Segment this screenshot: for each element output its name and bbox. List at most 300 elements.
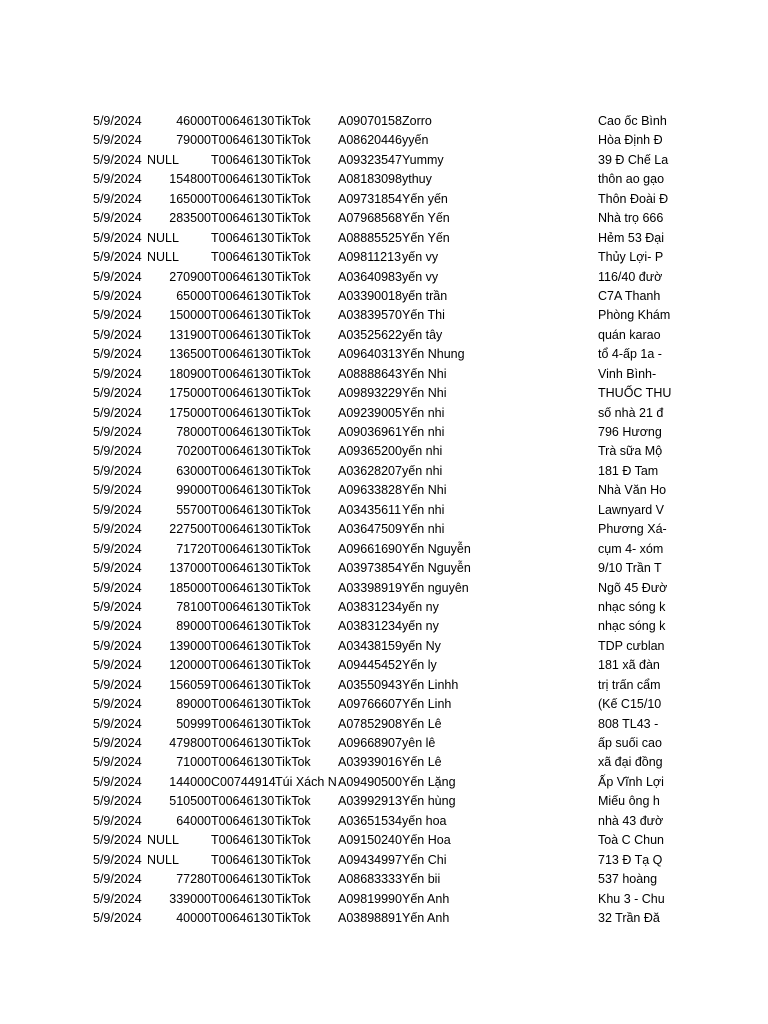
customer-name-cell: Yến yến: [402, 191, 448, 206]
customer-name-cell: yến vy: [402, 269, 439, 284]
date-cell: 5/9/2024: [93, 755, 142, 770]
date-cell: 5/9/2024: [93, 366, 142, 381]
address-cell: Cao ốc Bình: [598, 114, 667, 128]
shop-cell: TikTok: [275, 483, 311, 498]
amount-cell: 137000: [169, 561, 211, 576]
customer-name-cell: Yến nguyên: [402, 580, 469, 595]
shop-cell: TikTok: [275, 833, 311, 848]
shop-cell: TikTok: [275, 638, 311, 653]
customer-id-cell: A09150240: [338, 833, 402, 848]
shop-cell: TikTok: [275, 347, 311, 362]
shop-cell: TikTok: [275, 230, 311, 245]
customer-id-cell: A09766607: [338, 697, 402, 712]
date-cell: 5/9/2024: [93, 561, 142, 576]
customer-name-cell: yến vy: [402, 250, 439, 265]
address-cell: Trà sữa Mộ: [598, 444, 663, 459]
address-cell: 116/40 đườ: [598, 269, 663, 284]
customer-id-cell: A09239005: [338, 405, 402, 420]
customer-id-cell: A07968568: [338, 211, 402, 226]
shop-cell: TikTok: [275, 677, 311, 692]
customer-id-cell: A07852908: [338, 716, 402, 731]
amount-cell: 71720: [176, 541, 211, 556]
code-cell: T00646130: [211, 191, 275, 206]
code-cell: T00646130: [211, 852, 275, 867]
customer-name-cell: Yến Nhung: [402, 347, 465, 362]
customer-name-cell: Yến ly: [402, 658, 437, 673]
customer-name-cell: Yến Thi: [402, 308, 445, 323]
date-cell: 5/9/2024: [93, 502, 142, 517]
date-cell: 5/9/2024: [93, 541, 142, 556]
table-row: [0, 462, 768, 481]
amount-cell: 165000: [169, 191, 211, 206]
table-row: [0, 870, 768, 889]
amount-cell: 150000: [169, 308, 211, 323]
amount-cell: 78100: [176, 599, 211, 614]
customer-name-cell: Yến Lê: [402, 755, 442, 770]
code-cell: C00744914: [211, 774, 276, 789]
code-cell: T00646130: [211, 483, 275, 498]
customer-id-cell: A03992913: [338, 794, 402, 809]
address-cell: trị trấn cẩm: [598, 677, 661, 692]
customer-name-cell: Yến Anh: [402, 910, 450, 925]
amount-cell: 175000: [169, 386, 211, 401]
customer-name-cell: Yến nhi: [402, 405, 445, 420]
amount-cell: 71000: [176, 755, 211, 770]
shop-cell: TikTok: [275, 269, 311, 284]
customer-name-cell: Yến Lặng: [402, 774, 456, 789]
address-cell: 808 TL43 -: [598, 716, 659, 731]
customer-name-cell: yên lê: [402, 736, 436, 750]
shop-cell: TikTok: [275, 366, 311, 381]
customer-id-cell: A09819990: [338, 891, 402, 906]
date-cell: 5/9/2024: [93, 599, 142, 614]
customer-name-cell: ythuy: [402, 172, 432, 187]
customer-id-cell: A03390018: [338, 288, 402, 303]
amount-cell: 40000: [176, 910, 211, 925]
date-cell: 5/9/2024: [93, 677, 142, 692]
customer-id-cell: A03628207: [338, 463, 402, 478]
customer-id-cell: A09811213: [338, 250, 402, 265]
table-row: [0, 268, 768, 287]
amount-cell: 510500: [169, 794, 211, 809]
date-cell: 5/9/2024: [93, 269, 142, 284]
code-cell: T00646130: [211, 677, 275, 692]
table-row: [0, 792, 768, 811]
table-row: [0, 112, 768, 131]
code-cell: T00646130: [211, 736, 275, 750]
address-cell: Ngõ 45 Đườ: [598, 580, 668, 595]
code-cell: T00646130: [211, 152, 275, 167]
table-row: [0, 170, 768, 189]
address-cell: Hòa Định Đ: [598, 133, 663, 148]
address-cell: 713 Đ Tạ Q: [598, 852, 663, 867]
table-row: [0, 734, 768, 753]
code-cell: T00646130: [211, 230, 275, 245]
address-cell: 9/10 Trần T: [598, 561, 662, 576]
shop-cell: TikTok: [275, 658, 311, 673]
customer-id-cell: A09633828: [338, 483, 402, 498]
address-cell: 181 Đ Tam: [598, 463, 659, 478]
address-cell: nhà 43 đườ: [598, 813, 664, 828]
customer-id-cell: A09640313: [338, 347, 402, 362]
date-cell: 5/9/2024: [93, 386, 142, 401]
date-cell: 5/9/2024: [93, 483, 142, 498]
address-cell: Phương Xá-: [598, 522, 667, 537]
date-cell: 5/9/2024: [93, 522, 142, 537]
shop-cell: TikTok: [275, 250, 311, 265]
table-row: [0, 598, 768, 617]
amount-cell: 139000: [169, 638, 211, 653]
customer-name-cell: Yến nhi: [402, 502, 445, 517]
table-row: [0, 559, 768, 578]
date-cell: 5/9/2024: [93, 736, 142, 750]
table-row: [0, 306, 768, 325]
address-cell: Lawnyard V: [598, 502, 665, 517]
address-cell: Miếu ông h: [598, 794, 660, 809]
table-row: [0, 229, 768, 248]
customer-name-cell: yyến: [402, 133, 429, 148]
table-row: [0, 909, 768, 928]
customer-name-cell: yến trần: [402, 288, 448, 303]
code-cell: T00646130: [211, 502, 275, 517]
shop-cell: TikTok: [275, 794, 311, 809]
date-cell: 5/9/2024: [93, 716, 142, 731]
date-cell: 5/9/2024: [93, 250, 142, 265]
date-cell: 5/9/2024: [93, 658, 142, 673]
customer-id-cell: A09434997: [338, 852, 402, 867]
customer-id-cell: A03550943: [338, 677, 402, 692]
amount-cell: 65000: [176, 288, 211, 303]
customer-id-cell: A09365200: [338, 444, 402, 459]
date-cell: 5/9/2024: [93, 425, 142, 439]
shop-cell: TikTok: [275, 522, 311, 537]
customer-name-cell: yến hoa: [402, 813, 447, 828]
date-cell: 5/9/2024: [93, 580, 142, 595]
address-cell: số nhà 21 đ: [598, 405, 664, 420]
table-row: [0, 481, 768, 500]
table-row: [0, 326, 768, 345]
amount-cell: 136500: [169, 347, 211, 362]
table-row: [0, 365, 768, 384]
table-row: [0, 715, 768, 734]
customer-name-cell: yến Ny: [402, 638, 441, 653]
code-cell: T00646130: [211, 813, 275, 828]
table-row: [0, 637, 768, 656]
address-cell: quán karao: [598, 327, 661, 342]
amount-cell: 78000: [176, 425, 211, 439]
code-cell: T00646130: [211, 288, 275, 303]
customer-name-cell: yến tây: [402, 327, 443, 342]
address-cell: C7A Thanh: [598, 288, 661, 303]
customer-name-cell: Yến hùng: [402, 794, 456, 809]
table-row: [0, 131, 768, 150]
table-row: [0, 151, 768, 170]
shop-cell: TikTok: [275, 133, 311, 148]
customer-id-cell: A03525622: [338, 327, 402, 342]
shop-cell: TikTok: [275, 910, 311, 925]
shop-cell: TikTok: [275, 561, 311, 576]
customer-id-cell: A03973854: [338, 561, 402, 576]
customer-name-cell: Yến Nhi: [402, 483, 447, 498]
date-cell: 5/9/2024: [93, 697, 142, 712]
customer-name-cell: Yến Anh: [402, 891, 450, 906]
shop-cell: TikTok: [275, 852, 311, 867]
table-row: [0, 540, 768, 559]
shop-cell: TikTok: [275, 736, 311, 750]
customer-name-cell: Yến bii: [402, 872, 441, 887]
date-cell: 5/9/2024: [93, 191, 142, 206]
address-cell: ấp suối cao: [598, 736, 662, 750]
code-cell: T00646130: [211, 347, 275, 362]
code-cell: T00646130: [211, 133, 275, 148]
address-cell: (Kế C15/10: [598, 697, 662, 712]
code-cell: T00646130: [211, 891, 275, 906]
amount-cell: 156059: [169, 677, 211, 692]
customer-name-cell: Yến Yến: [402, 211, 450, 226]
table-row: [0, 442, 768, 461]
address-cell: Ấp Vĩnh Lợi: [598, 774, 664, 789]
address-cell: Hẻm 53 Đại: [598, 230, 664, 245]
table-row: [0, 190, 768, 209]
shop-cell: TikTok: [275, 405, 311, 420]
amount-cell: 79000: [176, 133, 211, 148]
shop-cell: TikTok: [275, 580, 311, 595]
customer-id-cell: A03831234: [338, 619, 402, 634]
address-cell: THUỐC THU: [598, 386, 672, 401]
customer-id-cell: A08183098: [338, 172, 402, 187]
table-row: [0, 579, 768, 598]
table-row: [0, 656, 768, 675]
address-cell: nhạc sóng k: [598, 619, 666, 634]
shop-cell: TikTok: [275, 114, 311, 128]
table-row: [0, 753, 768, 772]
customer-id-cell: A03898891: [338, 910, 402, 925]
address-cell: Thôn Đoài Đ: [598, 191, 669, 206]
date-cell: 5/9/2024: [93, 211, 142, 226]
address-cell: Khu 3 - Chu: [598, 891, 665, 906]
customer-id-cell: A03839570: [338, 308, 402, 323]
shop-cell: TikTok: [275, 211, 311, 226]
amount-cell: 46000: [176, 114, 211, 128]
table-row: [0, 617, 768, 636]
date-cell: 5/9/2024: [93, 910, 142, 925]
code-cell: T00646130: [211, 444, 275, 459]
table-row: [0, 345, 768, 364]
address-cell: Vinh Bình-: [598, 366, 657, 381]
amount-cell: 131900: [169, 327, 211, 342]
amount-cell: NULL: [147, 152, 179, 167]
amount-cell: 55700: [176, 502, 211, 517]
customer-name-cell: Yến Nhi: [402, 386, 447, 401]
code-cell: T00646130: [211, 211, 275, 226]
shop-cell: TikTok: [275, 872, 311, 887]
date-cell: 5/9/2024: [93, 891, 142, 906]
amount-cell: 339000: [169, 891, 211, 906]
address-cell: Phòng Khám: [598, 308, 671, 323]
shop-cell: TikTok: [275, 891, 311, 906]
customer-name-cell: yến ny: [402, 599, 439, 614]
code-cell: T00646130: [211, 386, 275, 401]
customer-name-cell: Yến Linh: [402, 697, 452, 712]
code-cell: T00646130: [211, 872, 275, 887]
address-cell: 796 Hương: [598, 425, 662, 439]
code-cell: T00646130: [211, 463, 275, 478]
shop-cell: TikTok: [275, 619, 311, 634]
amount-cell: 185000: [169, 580, 211, 595]
code-cell: T00646130: [211, 638, 275, 653]
address-cell: 32 Trần Đă: [598, 910, 660, 925]
shop-cell: Túi Xách N: [275, 774, 337, 789]
amount-cell: 64000: [176, 813, 211, 828]
customer-id-cell: A03435611: [338, 502, 402, 517]
amount-cell: 180900: [169, 366, 211, 381]
customer-id-cell: A03438159: [338, 638, 402, 653]
address-cell: nhạc sóng k: [598, 599, 666, 614]
amount-cell: NULL: [147, 250, 179, 265]
table-row: [0, 404, 768, 423]
shop-cell: TikTok: [275, 755, 311, 770]
date-cell: 5/9/2024: [93, 463, 142, 478]
table-row: [0, 248, 768, 267]
code-cell: T00646130: [211, 561, 275, 576]
shop-cell: TikTok: [275, 463, 311, 478]
customer-id-cell: A09070158: [338, 114, 402, 128]
address-cell: TDP cưblan: [598, 638, 665, 653]
customer-id-cell: A09668907: [338, 736, 402, 750]
shop-cell: TikTok: [275, 386, 311, 401]
shop-cell: TikTok: [275, 327, 311, 342]
customer-id-cell: A09323547: [338, 152, 402, 167]
date-cell: 5/9/2024: [93, 308, 142, 323]
code-cell: T00646130: [211, 794, 275, 809]
customer-name-cell: Zorro: [402, 114, 432, 128]
code-cell: T00646130: [211, 522, 275, 537]
date-cell: 5/9/2024: [93, 347, 142, 362]
amount-cell: 479800: [169, 736, 211, 750]
customer-id-cell: A03640983: [338, 269, 402, 284]
amount-cell: 270900: [169, 269, 211, 284]
address-cell: cụm 4- xóm: [598, 541, 664, 556]
date-cell: 5/9/2024: [93, 619, 142, 634]
customer-name-cell: Yến Hoa: [402, 833, 451, 848]
date-cell: 5/9/2024: [93, 444, 142, 459]
date-cell: 5/9/2024: [93, 405, 142, 420]
shop-cell: TikTok: [275, 191, 311, 206]
customer-name-cell: yến nhi: [402, 444, 443, 459]
address-cell: 39 Đ Chế La: [598, 152, 669, 167]
customer-name-cell: Yummy: [402, 152, 444, 167]
amount-cell: 89000: [176, 619, 211, 634]
table-row: [0, 209, 768, 228]
table-row: [0, 384, 768, 403]
shop-cell: TikTok: [275, 172, 311, 187]
customer-id-cell: A09731854: [338, 191, 402, 206]
amount-cell: 283500: [169, 211, 211, 226]
data-table: [0, 112, 768, 928]
customer-id-cell: A03651534: [338, 813, 402, 828]
code-cell: T00646130: [211, 755, 275, 770]
customer-id-cell: A09445452: [338, 658, 402, 673]
table-row: [0, 812, 768, 831]
shop-cell: TikTok: [275, 541, 311, 556]
amount-cell: NULL: [147, 852, 179, 867]
address-cell: thôn ao gạo: [598, 172, 665, 187]
code-cell: T00646130: [211, 269, 275, 284]
amount-cell: 63000: [176, 463, 211, 478]
date-cell: 5/9/2024: [93, 288, 142, 303]
code-cell: T00646130: [211, 114, 275, 128]
date-cell: 5/9/2024: [93, 152, 142, 167]
table-row: [0, 287, 768, 306]
address-cell: xã đại đồng: [598, 755, 663, 770]
amount-cell: 144000: [169, 774, 211, 789]
address-cell: Nhà trọ 666: [598, 211, 664, 226]
customer-name-cell: Yến Nguyễn: [402, 561, 471, 576]
code-cell: T00646130: [211, 599, 275, 614]
customer-id-cell: A08885525: [338, 230, 402, 245]
shop-cell: TikTok: [275, 152, 311, 167]
code-cell: T00646130: [211, 658, 275, 673]
address-cell: Thủy Lợi- P: [598, 250, 664, 265]
date-cell: 5/9/2024: [93, 794, 142, 809]
customer-name-cell: Yến Yến: [402, 230, 450, 245]
customer-name-cell: Yến Nhi: [402, 366, 447, 381]
table-row: [0, 851, 768, 870]
customer-id-cell: A03398919: [338, 580, 402, 595]
code-cell: T00646130: [211, 308, 275, 323]
customer-id-cell: A03831234: [338, 599, 402, 614]
customer-name-cell: Yến Lê: [402, 716, 442, 731]
customer-id-cell: A03939016: [338, 755, 402, 770]
shop-cell: TikTok: [275, 599, 311, 614]
code-cell: T00646130: [211, 366, 275, 381]
customer-name-cell: Yến Nguyễn: [402, 541, 471, 556]
date-cell: 5/9/2024: [93, 133, 142, 148]
customer-id-cell: A09036961: [338, 425, 402, 439]
code-cell: T00646130: [211, 172, 275, 187]
amount-cell: 227500: [169, 522, 211, 537]
amount-cell: 50999: [176, 716, 211, 731]
code-cell: T00646130: [211, 619, 275, 634]
customer-id-cell: A09490500: [338, 774, 402, 789]
code-cell: T00646130: [211, 405, 275, 420]
date-cell: 5/9/2024: [93, 114, 142, 128]
customer-name-cell: Yến Linhh: [402, 677, 459, 692]
date-cell: 5/9/2024: [93, 872, 142, 887]
address-cell: tổ 4-ấp 1a -: [598, 347, 662, 362]
shop-cell: TikTok: [275, 308, 311, 323]
customer-id-cell: A08620446: [338, 133, 402, 148]
table-row: [0, 520, 768, 539]
table-row: [0, 695, 768, 714]
address-cell: 181 xã đàn: [598, 658, 660, 673]
code-cell: T00646130: [211, 910, 275, 925]
amount-cell: 120000: [169, 658, 211, 673]
code-cell: T00646130: [211, 327, 275, 342]
address-cell: Nhà Văn Ho: [598, 483, 667, 498]
date-cell: 5/9/2024: [93, 172, 142, 187]
shop-cell: TikTok: [275, 444, 311, 459]
amount-cell: NULL: [147, 230, 179, 245]
amount-cell: 99000: [176, 483, 211, 498]
amount-cell: 70200: [176, 444, 211, 459]
shop-cell: TikTok: [275, 813, 311, 828]
table-row: [0, 423, 768, 442]
date-cell: 5/9/2024: [93, 774, 142, 789]
customer-id-cell: A08888643: [338, 366, 402, 381]
code-cell: T00646130: [211, 716, 275, 731]
code-cell: T00646130: [211, 697, 275, 712]
